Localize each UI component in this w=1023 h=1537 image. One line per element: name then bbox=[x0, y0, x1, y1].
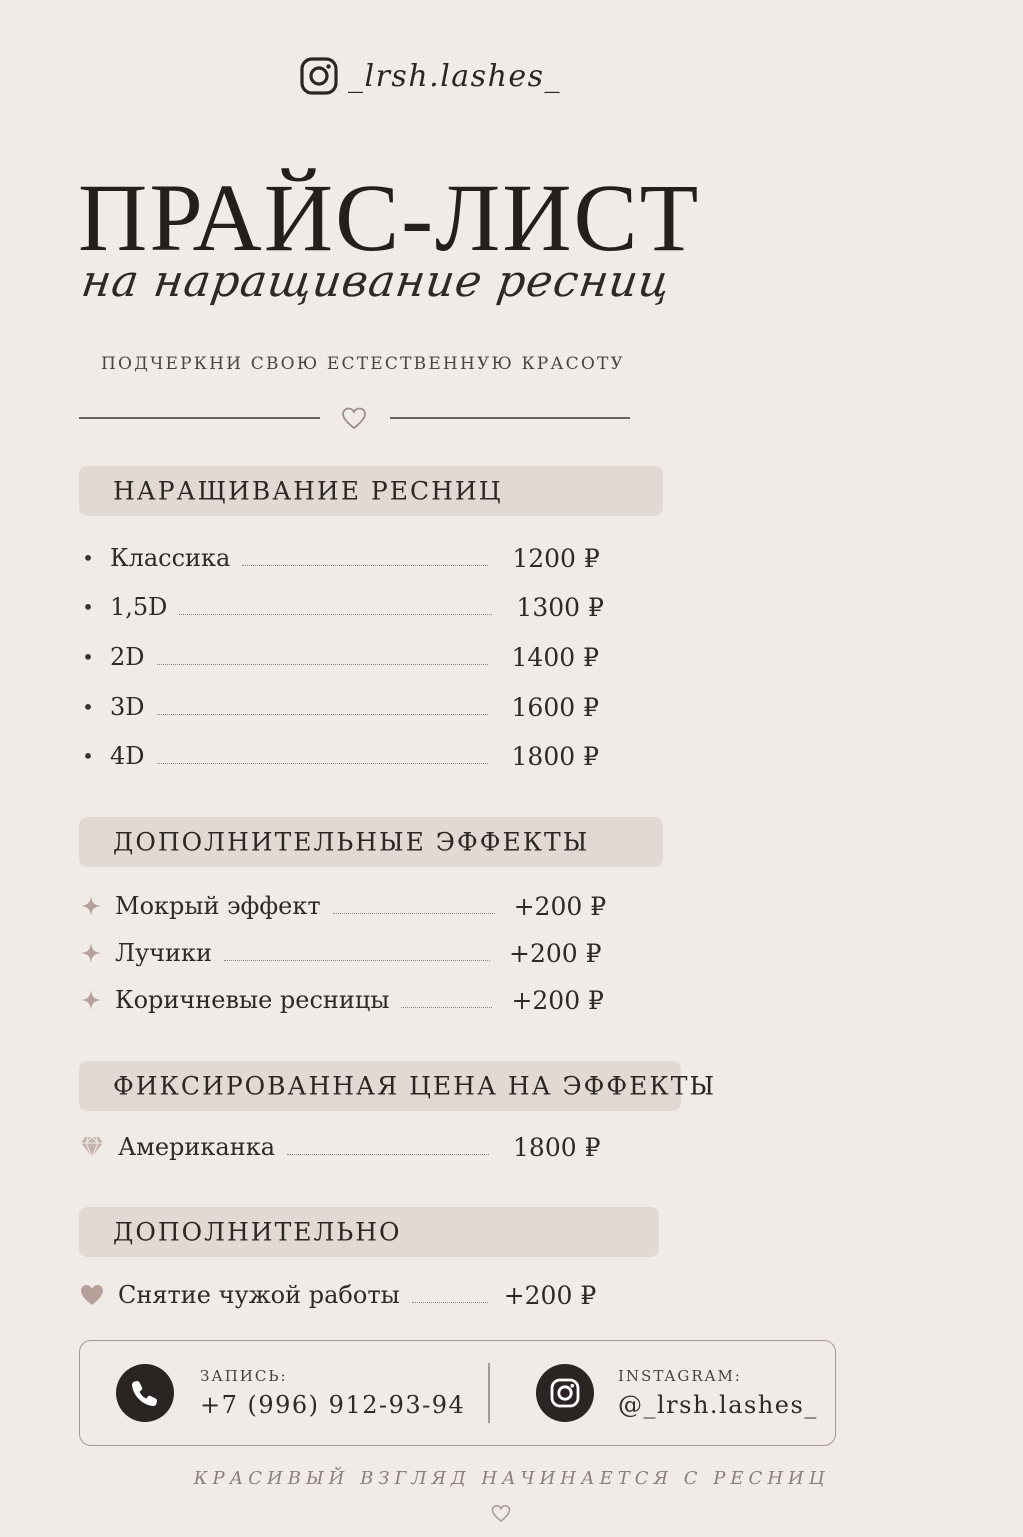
service-price: 1800 ₽ bbox=[511, 741, 599, 771]
page-subtitle: на наращивание ресниц bbox=[78, 256, 674, 307]
heart-icon bbox=[80, 1284, 104, 1306]
tagline: ПОДЧЕРКНИ СВОЮ ЕСТЕСТВЕННУЮ КРАСОТУ bbox=[101, 354, 625, 374]
contact-box bbox=[79, 1340, 836, 1446]
service-price: +200 ₽ bbox=[513, 891, 607, 921]
service-price: +200 ₽ bbox=[503, 1280, 597, 1310]
service-price: 1600 ₽ bbox=[511, 692, 599, 722]
service-name: 4D bbox=[110, 742, 145, 770]
instagram-icon bbox=[300, 57, 338, 95]
service-price: 1200 ₽ bbox=[512, 543, 600, 573]
price-row bbox=[80, 687, 599, 727]
bullet-icon: • bbox=[82, 744, 94, 768]
page-title: ПРАЙС-ЛИСТ bbox=[78, 164, 701, 271]
divider-right bbox=[390, 417, 630, 419]
bullet-icon: • bbox=[82, 695, 94, 719]
service-price: 1800 ₽ bbox=[513, 1132, 601, 1162]
section-title: ДОПОЛНИТЕЛЬНО bbox=[113, 1217, 402, 1247]
service-name: Коричневые ресницы bbox=[115, 986, 390, 1014]
divider-left bbox=[79, 417, 320, 419]
handle-text: _lrsh.lashes_ bbox=[348, 58, 562, 94]
dot-leader bbox=[242, 565, 488, 566]
service-name: Классика bbox=[110, 544, 231, 572]
section-header-extension bbox=[79, 466, 663, 516]
heart-icon bbox=[341, 406, 367, 432]
price-row bbox=[80, 637, 599, 677]
dot-leader bbox=[333, 913, 495, 914]
dot-leader bbox=[157, 664, 488, 665]
phone-icon bbox=[130, 1378, 160, 1408]
section-title: ДОПОЛНИТЕЛЬНЫЕ ЭФФЕКТЫ bbox=[113, 827, 590, 857]
dot-leader bbox=[157, 763, 488, 764]
section-title: НАРАЩИВАНИЕ РЕСНИЦ bbox=[113, 476, 503, 506]
service-price: +200 ₽ bbox=[511, 985, 604, 1015]
service-name: Мокрый эффект bbox=[115, 892, 321, 920]
instagram-handle[interactable]: @_lrsh.lashes_ bbox=[618, 1391, 818, 1419]
service-name: Снятие чужой работы bbox=[118, 1281, 400, 1309]
diamond-icon bbox=[80, 1136, 104, 1158]
bullet-icon: • bbox=[82, 595, 94, 619]
instagram-label: INSTAGRAM: bbox=[618, 1367, 742, 1385]
sparkle-icon bbox=[80, 895, 102, 917]
service-price: 1400 ₽ bbox=[511, 642, 599, 672]
section-header-fixed bbox=[79, 1061, 717, 1111]
instagram-icon bbox=[550, 1378, 580, 1408]
section-title: ФИКСИРОВАННАЯ ЦЕНА НА ЭФФЕКТЫ bbox=[113, 1071, 717, 1101]
heart-icon bbox=[491, 1504, 511, 1524]
dot-leader bbox=[401, 1007, 492, 1008]
price-row bbox=[80, 886, 606, 926]
instagram-button[interactable] bbox=[536, 1364, 594, 1422]
section-header-effects bbox=[79, 817, 663, 867]
price-row bbox=[80, 980, 604, 1020]
price-row bbox=[80, 1127, 601, 1167]
section-header-extra bbox=[79, 1207, 659, 1257]
price-row bbox=[80, 538, 600, 578]
instagram-handle-header[interactable] bbox=[300, 54, 561, 98]
price-row bbox=[80, 1275, 596, 1315]
service-price: +200 ₽ bbox=[509, 938, 602, 968]
dot-leader bbox=[179, 614, 492, 615]
sparkle-icon bbox=[80, 942, 102, 964]
dot-leader bbox=[157, 714, 488, 715]
price-row bbox=[80, 933, 602, 973]
dot-leader bbox=[287, 1154, 489, 1155]
bullet-icon: • bbox=[82, 645, 94, 669]
service-name: Американка bbox=[118, 1133, 276, 1161]
service-name: 1,5D bbox=[110, 593, 168, 621]
sparkle-icon bbox=[80, 989, 102, 1011]
footer-slogan: КРАСИВЫЙ ВЗГЛЯД НАЧИНАЕТСЯ С РЕСНИЦ bbox=[193, 1468, 830, 1489]
bullet-icon: • bbox=[82, 546, 94, 570]
dot-leader bbox=[224, 960, 490, 961]
contact-divider bbox=[488, 1363, 490, 1423]
phone-button[interactable] bbox=[116, 1364, 174, 1422]
service-name: 2D bbox=[110, 643, 145, 671]
service-name: Лучики bbox=[115, 939, 213, 967]
dot-leader bbox=[412, 1302, 488, 1303]
price-row bbox=[80, 736, 599, 776]
service-name: 3D bbox=[110, 693, 145, 721]
phone-number[interactable]: +7 (996) 912-93-94 bbox=[200, 1391, 466, 1419]
price-row bbox=[80, 587, 604, 627]
booking-label: ЗАПИСЬ: bbox=[200, 1367, 288, 1385]
service-price: 1300 ₽ bbox=[516, 592, 604, 622]
